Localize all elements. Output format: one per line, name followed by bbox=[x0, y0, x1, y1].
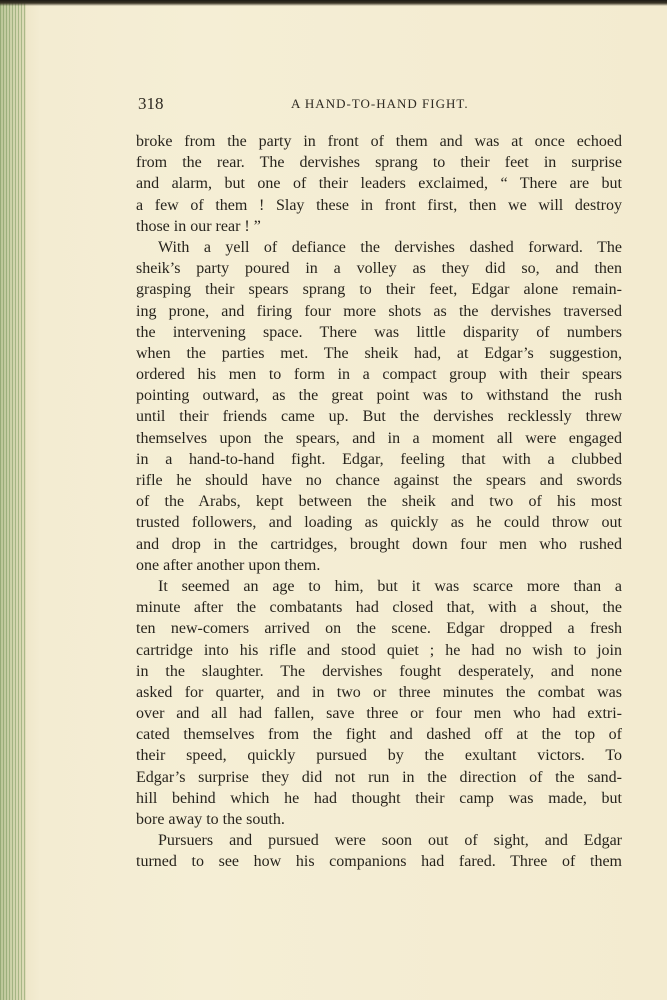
text-line: grasping their spears sprang to their feet, Edgar alone remain- bbox=[136, 281, 622, 299]
text-line: when the parties met. The sheik had, at Edgar’s suggestion, bbox=[136, 344, 622, 362]
text-line: from the rear. The dervishes sprang to their feet in surprise bbox=[136, 154, 622, 172]
text-line: of the Arabs, kept between the sheik and two of his most bbox=[136, 493, 622, 511]
text-line: sheik’s party poured in a volley as they did so, and then bbox=[136, 260, 622, 278]
text-line: their speed, quickly pursued by the exultant victors. To bbox=[136, 747, 622, 765]
text-line: until their friends came up. But the dervishes recklessly threw bbox=[136, 408, 622, 426]
body-text bbox=[136, 131, 622, 873]
text-line: cated themselves from the fight and dashed off at the top of bbox=[136, 726, 622, 744]
page-number: 318 bbox=[138, 94, 164, 113]
text-line: Edgar’s surprise they did not run in the direction of the sand- bbox=[136, 768, 622, 786]
text-line: those in our rear ! ” bbox=[136, 217, 261, 235]
text-line: themselves upon the spears, and in a moment all were engaged bbox=[136, 429, 622, 447]
text-line: ten new-comers arrived on the scene. Edgar dropped a fresh bbox=[136, 620, 622, 638]
text-line: asked for quarter, and in two or three minutes the combat was bbox=[136, 683, 622, 701]
text-line: hill behind which he had thought their camp was made, but bbox=[136, 789, 622, 807]
text-line: trusted followers, and loading as quickly as he could throw out bbox=[136, 514, 622, 532]
text-line: ing prone, and firing four more shots as the dervishes traversed bbox=[136, 302, 622, 320]
text-line: one after another upon them. bbox=[136, 556, 321, 574]
text-line: in the slaughter. The dervishes fought desperately, and none bbox=[136, 662, 622, 680]
text-line: and drop in the cartridges, brought down four men who rushed bbox=[136, 535, 622, 553]
text-line: a few of them ! Slay these in front first, then we will destroy bbox=[136, 196, 622, 214]
running-title: A HAND-TO-HAND FIGHT. bbox=[291, 96, 469, 111]
text-line: in a hand-to-hand fight. Edgar, feeling that with a clubbed bbox=[136, 450, 622, 468]
text-line: the intervening space. There was little disparity of numbers bbox=[136, 323, 622, 341]
running-head bbox=[138, 94, 624, 114]
text-line: over and all had fallen, save three or four men who had extri- bbox=[136, 705, 622, 723]
text-line: cartridge into his rifle and stood quiet ; he had no wish to join bbox=[136, 641, 622, 659]
text-line: With a yell of defiance the dervishes dashed forward. The bbox=[158, 238, 622, 256]
text-line: broke from the party in front of them and was at once echoed bbox=[136, 133, 622, 150]
text-line: Pursuers and pursued were soon out of sight, and Edgar bbox=[158, 832, 622, 850]
text-line: and alarm, but one of their leaders exclaimed, “ There are but bbox=[136, 175, 622, 193]
book-spine-edge bbox=[0, 0, 26, 1000]
text-line: bore away to the south. bbox=[136, 811, 285, 828]
text-line: turned to see how his companions had fared. Three of them bbox=[136, 853, 622, 871]
text-line: ordered his men to form in a compact group with their spears bbox=[136, 366, 622, 384]
text-line: rifle he should have no chance against the spears and swords bbox=[136, 472, 622, 489]
top-edge-shadow bbox=[0, 0, 667, 6]
text-line: It seemed an age to him, but it was scarce more than a bbox=[158, 577, 622, 595]
text-line: minute after the combatants had closed that, with a shout, the bbox=[136, 599, 622, 617]
text-line: pointing outward, as the great point was to withstand the rush bbox=[136, 387, 622, 405]
